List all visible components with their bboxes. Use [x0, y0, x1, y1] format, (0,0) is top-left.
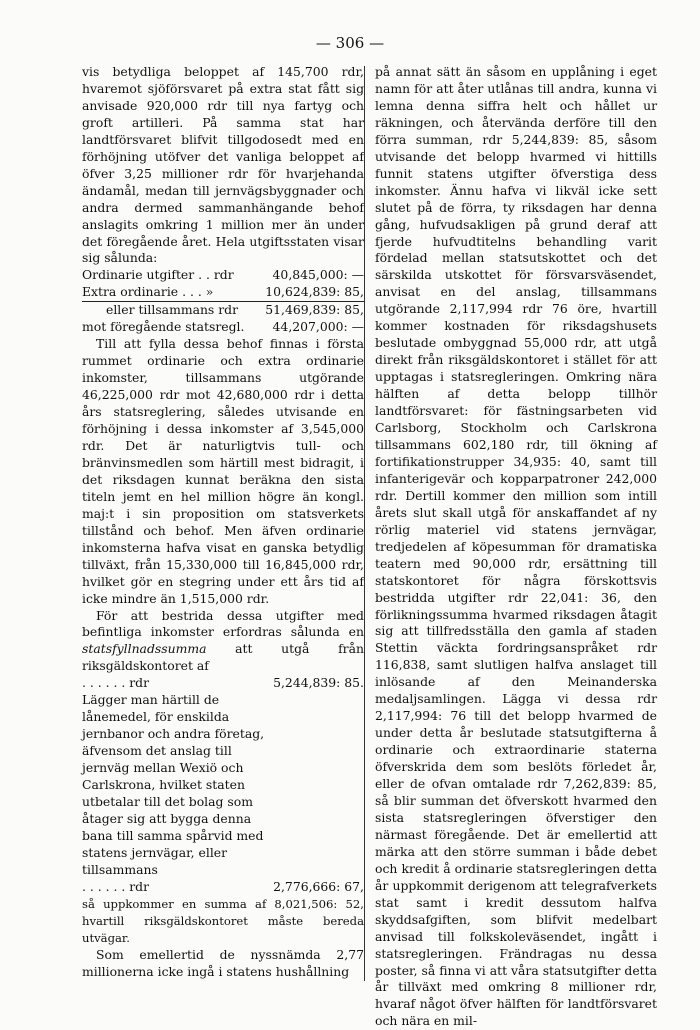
- paragraph-income: Till att fylla dessa behof finnas i första rummet ordinarie och extra ordinarie inkomster, tillsammans utgörande 46,225,000 rdr mot 42,680,000 rdr i detta års statsreglering, således utvisande en förhöjning i dessa inkomster af 3,545,000 rdr. Det är naturligtvis tull- och bränvinsmedlen som härtill mest bidragit, i det riksdagen kunnat beräkna den sista titeln jemt en hel million högre än kongl. maj:t i sin proposition om statsverkets tillstånd och behof. Men äfven ordinarie inkomsterna hafva visat en ganska betydlig tillväxt, från 15,330,000 till 16,845,000 rdr, hvilket gör en stegring under ett års tid af icke mindre än 1,515,000 rdr.: [82, 336, 364, 606]
- paragraph-deficit: För att bestrida dessa utgifter med befintliga inkomster erfordras sålunda en statsfyllnadssumma att utgå från riksgäldskontoret af: [82, 607, 364, 674]
- budget-row-ordinarie: [82, 267, 364, 284]
- budget-table: [82, 267, 364, 336]
- budget-label: Ordinarie utgifter . . rdr: [82, 267, 234, 283]
- page-number: — 306 —: [315, 34, 385, 52]
- budget-label: Extra ordinarie . . . »: [82, 284, 214, 300]
- budget-total-label: eller tillsammans rdr: [106, 302, 239, 318]
- loan-total-row: . . . . . . rdr 2,776,666: 67,: [82, 878, 364, 894]
- right-column: [375, 64, 657, 1030]
- paragraph-continued: på annat sätt än såsom en upplåning i eget namn för att åter utlånas till andra, kunna vi lemna denna siffra helt och hållet ur räkningen, och återvända derföre till den förra summan, rdr 5,244,839: 85, såsom utvisande det belopp hvarmed vi hittills funnit statens utgifter öfverstiga dess inkomster. Ännu hafva vi likväl icke sett slutet på de förra, ty riksdagen har denna gång, hufvudsakligen på grund deraf att fjerde hufvudtitelns behandling varit fördelad mellan statsutskottet och det särskilda utskottet för försvarsväsendet, anvisat en del anslag, tillsammans utgörande 2,117,994 rdr 76 öre, hvartill kommer kostnaden för riksdagshusets beslutade ombyggnad 55,000 rdr, att utgå direkt från riksgäldskontoret i stället för att upptagas i statsregleringen. Omkring nära hälften af detta belopp tillhör landtförsvaret: för fästningsarbeten vid Carlsborg, Stockholm och Carlskrona tillsammans 602,180 rdr, till ökning af fortifikationstrupper 34,935: 40, samt till infanterigevär och kopparpatroner 242,000 rdr. Dertill kommer den million som intill årets slut skall utgå för anskaffandet af ny rörlig materiel vid statens jernvägar, tredjedelen af köpesumman för dramatiska teatern med 90,000 rdr, ersättning till statskontoret för några förskottsvis bestridda utgifter rdr 22,041: 36, den förlikningssumma hvarmed riksdagen åtagit sig att tillfredsställa den gamla af staden Stettin väckta fordringsanspråket rdr 116,838, samt slutligen halfva anslaget till inlösande af den Meinanderska medaljsamlingen. Lägga vi dessa rdr 2,117,994: 76 till det belopp hvarmed de under detta år beslutade statsutgifterna å ordinarie och extraordinarie staterna öfverskrida dem som beslöts förledet år, eller de ofvan omtalade rdr 7,262,839: 85, så blir summan det öfverskott hvarmed den sista statsregleringen öfverstiger den närmast föregående. Det är emellertid att märka att den större summan i både debet och kredit å ordinarie statsregleringen detta år uppkommit derigenom att telegrafverkets stat samt i kredit dessutom halfva skyddsafgiften, som blifvit medelbart anvisad till folkskoleväsendet, ingått i statsregleringen. Frändragas nu dessa poster, så finna vi att våra statsutgifter detta år tillväxt med omkring 8 millioner rdr, hvaraf något öfver hälften för landtförsvaret och nära en mil-: [375, 64, 657, 1029]
- budget-value: 10,624,839: 85,: [265, 284, 364, 300]
- column-rule: [364, 66, 365, 981]
- budget-prev-label: mot föregående statsregl.: [82, 319, 245, 335]
- deficit-row: . . . . . . rdr 5,244,839: 85.: [82, 675, 364, 691]
- paragraph-sum: så uppkommer en summa af 8,021,506: 52, hvartill riksgäldskontoret måste bereda utvägar.: [82, 896, 364, 945]
- budget-row-extra: [82, 284, 364, 302]
- loan-value: 2,776,666: 67,: [273, 878, 364, 894]
- left-column: [82, 64, 364, 980]
- budget-row-total: [82, 302, 364, 319]
- loan-block: [82, 692, 364, 895]
- budget-row-previous: [82, 319, 364, 336]
- paragraph-intro: vis betydliga beloppet af 145,700 rdr, hvaremot sjöförsvaret på extra stat fått sig anvisade 920,000 rdr till nya fartyg och groft artilleri. På samma stat har landtförsvaret blifvit tillgodosedt med en förhöjning utöfver det vanliga beloppet af öfver 3,25 millioner rdr för hvarjehanda ändamål, medan till jernvägsbyggnader och andra dermed sammanhängande behof anslagits omkring 1 million mer än under det föregående året. Hela utgiftsstaten visar sig sålunda:: [82, 64, 364, 266]
- loan-text: Lägger man härtill de lånemedel, för enskilda jernbanor och andra företag, äfvensom det anslag till jernväg mellan Wexiö och Carlskrona, hvilket staten utbetalar till det bolag som åtager sig att bygga denna bana till samma spårvid med statens jernvägar, eller tillsammans: [82, 692, 265, 877]
- paragraph-closing: Som emellertid de nyssnämda 2,77 millionerna icke ingå i statens hushållning: [82, 946, 364, 979]
- emphasis-term: statsfyllnadssumma: [82, 641, 207, 657]
- budget-total-value: 51,469,839: 85,: [265, 302, 364, 318]
- budget-prev-value: 44,207,000: —: [272, 319, 364, 335]
- deficit-value: 5,244,839: 85.: [273, 675, 364, 691]
- budget-value: 40,845,000: —: [272, 267, 364, 283]
